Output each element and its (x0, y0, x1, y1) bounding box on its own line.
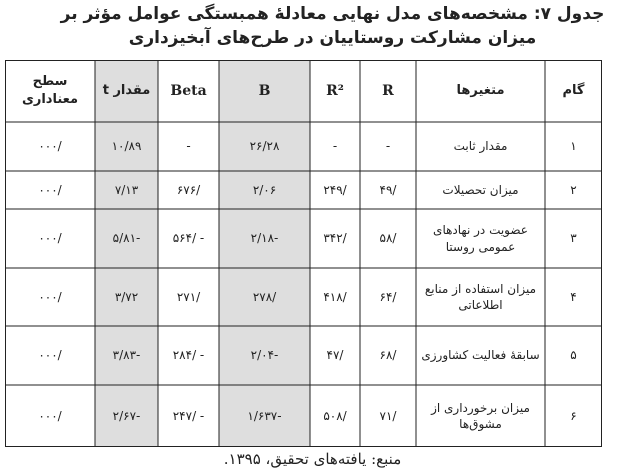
row-1-r: - (385, 139, 391, 154)
row-1-t: ۱۰/۸۹ (111, 139, 142, 154)
row-3-step: ۳ (570, 231, 577, 246)
row-5-significance: /۰۰۰ (38, 348, 62, 363)
row-1-variable: مقدار ثابت (453, 139, 508, 154)
table-title-line-1: جدول ۷: مشخصه‌های مدل نهایی معادلهٔ همبستگی عوامل مؤثر بر (60, 4, 605, 24)
row-4-r: /۶۴ (379, 289, 397, 304)
row-4-b: /۲۷۸ (252, 289, 277, 304)
row-1-step: ۱ (570, 139, 577, 154)
row-6-beta: - /۲۴۷ (172, 408, 205, 423)
header-t: مقدار t (102, 83, 151, 99)
row-5-r2: /۴۷ (326, 348, 344, 363)
row-4-t: ۳/۷۲ (114, 289, 139, 304)
row-2-r2: /۲۴۹ (323, 182, 347, 197)
row-3-t: -۵/۸۱ (112, 231, 141, 246)
header-step: گام (562, 83, 585, 99)
row-6-r: /۷۱ (379, 408, 397, 423)
row-5-b: -۲/۰۴ (250, 348, 279, 363)
row-6-t: -۲/۶۷ (112, 408, 141, 423)
row-5-variable: سابقهٔ فعالیت کشاورزی (421, 348, 540, 363)
row-3-significance: /۰۰۰ (38, 231, 62, 246)
row-3-variable: عضویت در نهادهای عمومی روستا (433, 223, 528, 254)
header-r2: R² (326, 82, 344, 99)
header-r: R (382, 82, 394, 99)
row-6-b: -۱/۶۳۷ (247, 408, 282, 423)
row-3-r: /۵۸ (379, 231, 397, 246)
header-variables: متغیرها (456, 83, 505, 99)
row-1-b: ۲۶/۲۸ (249, 139, 280, 154)
row-2-variable: میزان تحصیلات (442, 182, 519, 197)
row-6-step: ۶ (570, 408, 577, 423)
row-4-r2: /۴۱۸ (323, 289, 347, 304)
header-b: B (258, 82, 271, 99)
row-6-significance: /۰۰۰ (38, 408, 62, 423)
row-1-beta: - (186, 139, 191, 154)
row-2-t: ۷/۱۳ (114, 182, 139, 197)
table-title-line-2: میزان مشارکت روستاییان در طرح‌های آبخیزداری (128, 28, 537, 48)
table-source-note: منبع: یافته‌های تحقیق، ۱۳۹۵. (223, 450, 402, 468)
row-4-variable: میزان استفاده از منابع اطلاعاتی (424, 281, 537, 312)
row-2-beta: /۶۷۶ (176, 182, 201, 197)
row-3-r2: /۳۴۲ (323, 231, 347, 246)
row-5-step: ۵ (570, 348, 577, 363)
row-2-r: /۴۹ (379, 182, 397, 197)
row-6-variable: میزان برخورداری از مشوق‌ها (431, 400, 530, 431)
row-2-step: ۲ (570, 182, 577, 197)
row-5-beta: - /۲۸۴ (172, 348, 205, 363)
row-5-t: -۳/۸۳ (112, 348, 141, 363)
row-1-significance: /۰۰۰ (38, 139, 62, 154)
row-2-significance: /۰۰۰ (38, 182, 62, 197)
row-3-b: -۲/۱۸ (250, 231, 279, 246)
row-2-b: ۲/۰۶ (252, 182, 277, 197)
row-1-r2: - (332, 139, 338, 154)
row-6-r2: /۵۰۸ (323, 408, 347, 423)
row-4-significance: /۰۰۰ (38, 289, 62, 304)
header-beta: Beta (170, 82, 207, 99)
row-3-beta: - /۵۶۴ (172, 231, 205, 246)
row-4-step: ۴ (570, 289, 577, 304)
row-4-beta: /۲۷۱ (176, 289, 201, 304)
data-table (5, 60, 602, 447)
row-5-r: /۶۸ (379, 348, 397, 363)
header-significance: سطح معناداری (21, 74, 79, 107)
